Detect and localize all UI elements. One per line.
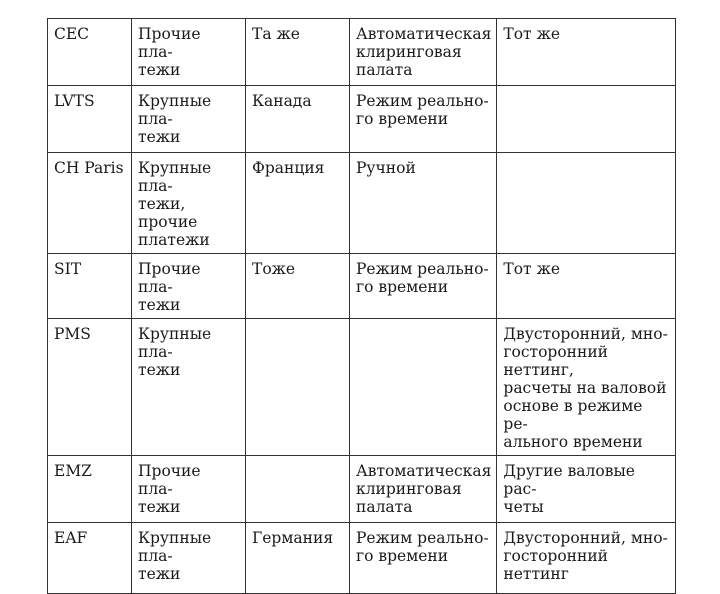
table-row [48,456,676,523]
settlement-cell [497,153,676,254]
country-cell: Франция [246,153,350,254]
payment-type-cell: Прочие пла- тежи [132,254,246,319]
system-name-cell: PMS [48,319,132,456]
country-cell: Та же [246,19,350,86]
system-name-cell: EAF [48,523,132,594]
mode-cell: Режим реально- го времени [350,86,497,153]
system-name-cell: SIT [48,254,132,319]
mode-cell: Автоматическая клиринговая палата [350,456,497,523]
mode-cell: Автоматическая клиринговая палата [350,19,497,86]
mode-cell: Ручной [350,153,497,254]
system-name-cell: LVTS [48,86,132,153]
table-row [48,319,676,456]
settlement-cell: Тот же [497,254,676,319]
settlement-cell: Тот же [497,19,676,86]
country-cell [246,319,350,456]
system-name-cell: CH Paris [48,153,132,254]
table-row [48,254,676,319]
payment-type-cell: Прочие пла- тежи [132,19,246,86]
payment-systems-table [47,18,676,594]
country-cell: Тоже [246,254,350,319]
mode-cell: Режим реально- го времени [350,254,497,319]
payment-type-cell: Крупные пла- тежи [132,523,246,594]
payment-type-cell: Крупные пла- тежи [132,319,246,456]
settlement-cell: Двусторонний, мно- госторонний неттинг, расчеты на валовой основе в режиме ре- ального времени [497,319,676,456]
country-cell: Германия [246,523,350,594]
table-row [48,19,676,86]
table-row [48,86,676,153]
settlement-cell [497,86,676,153]
mode-cell: Режим реально- го времени [350,523,497,594]
country-cell: Канада [246,86,350,153]
country-cell [246,456,350,523]
table-row [48,523,676,594]
system-name-cell: CEC [48,19,132,86]
payment-type-cell: Крупные пла- тежи, прочие платежи [132,153,246,254]
payment-type-cell: Прочие пла- тежи [132,456,246,523]
system-name-cell: EMZ [48,456,132,523]
settlement-cell: Двусторонний, мно- госторонний неттинг [497,523,676,594]
payment-type-cell: Крупные пла- тежи [132,86,246,153]
mode-cell [350,319,497,456]
table-row [48,153,676,254]
settlement-cell: Другие валовые рас- четы [497,456,676,523]
